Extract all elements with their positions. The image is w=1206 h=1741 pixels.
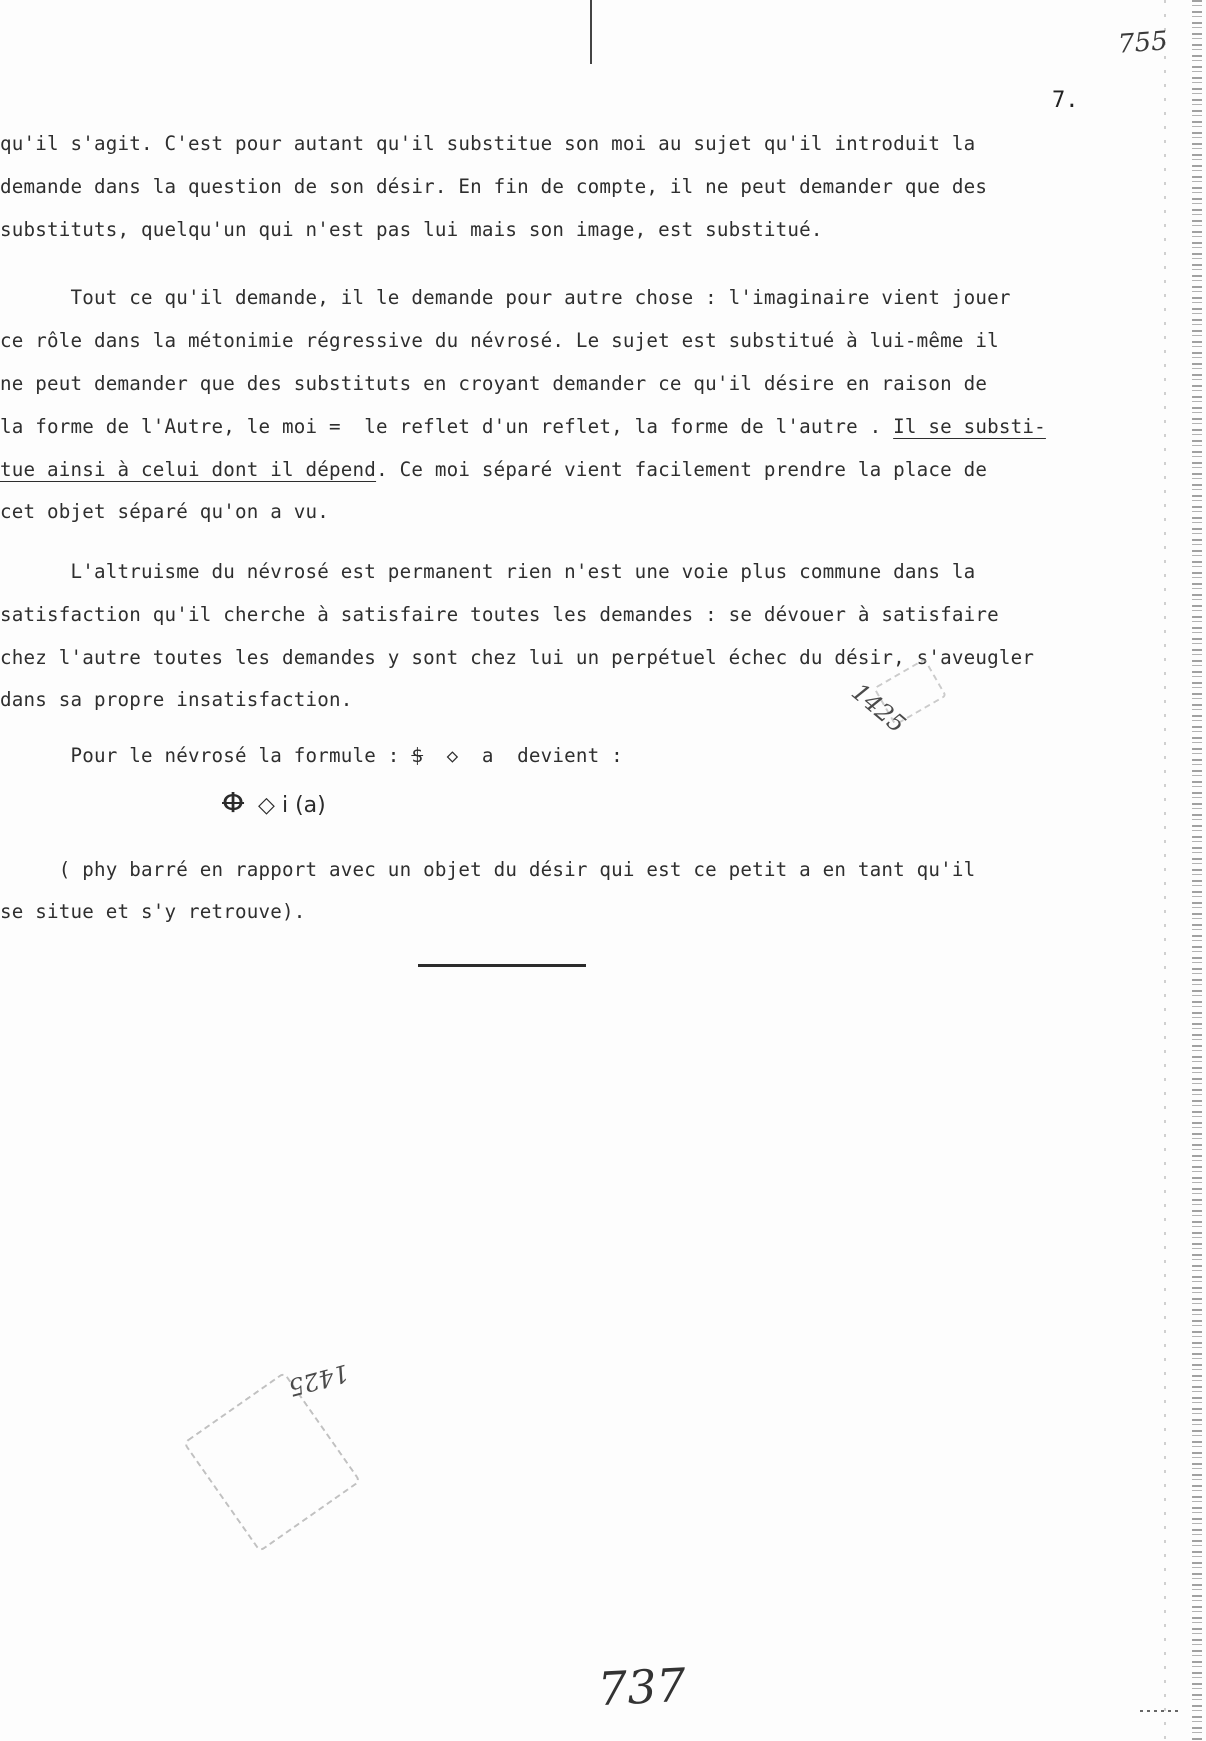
losange-symbol: ◇ (446, 744, 459, 767)
text-line: Tout ce qu'il demande, il le demande pour autre chose : l'imaginaire vient jouer (0, 286, 1011, 309)
text-line: cet objet séparé qu'on a vu. (0, 500, 330, 523)
formula-object: a (481, 744, 494, 767)
text-line: ( phy barré en rapport avec un objet du désir qui est ce petit a en tant qu'il (0, 858, 976, 881)
formula-intro-line (0, 744, 623, 767)
scan-edge-line (1164, 0, 1166, 1741)
text-line (0, 458, 987, 481)
text-line: qu'il s'agit. C'est pour autant qu'il substitue son moi au sujet qu'il introduit la (0, 132, 976, 155)
section-rule (418, 964, 586, 967)
text-segment: . Ce moi séparé vient facilement prendre la place de (376, 458, 988, 481)
barred-s-symbol: $ (411, 744, 424, 767)
text-segment: Pour le névrosé la formule : (0, 744, 412, 767)
text-line: chez l'autre toutes les demandes y sont chez lui un perpétuel échec du désir, s'aveugler (0, 646, 1035, 669)
text-line (0, 415, 1046, 438)
text-line: substituts, quelqu'un qui n'est pas lui mais son image, est substitué. (0, 218, 823, 241)
underlined-text: tue ainsi à celui dont il dépend (0, 458, 377, 481)
archive-stamp (183, 1372, 361, 1553)
text-line: se situe et s'y retrouve). (0, 900, 306, 923)
text-segment: la forme de l'Autre, le moi = le reflet d'un reflet, la forme de l'autre . (0, 415, 894, 438)
folio-number: 755 (1117, 26, 1169, 60)
formula-object: i (a) (281, 793, 326, 818)
formula-line (222, 786, 326, 819)
text-segment: devient : (493, 744, 623, 767)
top-margin-mark (590, 0, 592, 64)
barred-phi-symbol: Φ (222, 786, 245, 819)
text-line: ne peut demander que des substituts en croyant demander ce qu'il désire en raison de (0, 372, 988, 395)
text-line: ce rôle dans la métonimie régressive du névrosé. Le sujet est substitué à lui-même il (0, 329, 999, 352)
scan-dots (1140, 1710, 1182, 1712)
text-line: demande dans la question de son désir. En fin de compte, il ne peut demander que des (0, 175, 988, 198)
stamp-number: 1425 (285, 1358, 352, 1402)
text-line: L'altruisme du névrosé est permanent rien n'est une voie plus commune dans la (0, 560, 976, 583)
text-line: dans sa propre insatisfaction. (0, 688, 353, 711)
text-line: satisfaction qu'il cherche à satisfaire toutes les demandes : se dévouer à satisfaire (0, 603, 999, 626)
underlined-text: Il se substi- (893, 415, 1046, 438)
handwritten-page-number: 737 (596, 1657, 688, 1717)
scan-edge-noise (1192, 0, 1202, 1741)
stamp-number: 1425 (846, 677, 911, 739)
losange-symbol: ◇ (258, 793, 275, 818)
page-number: 7. (1052, 88, 1079, 113)
